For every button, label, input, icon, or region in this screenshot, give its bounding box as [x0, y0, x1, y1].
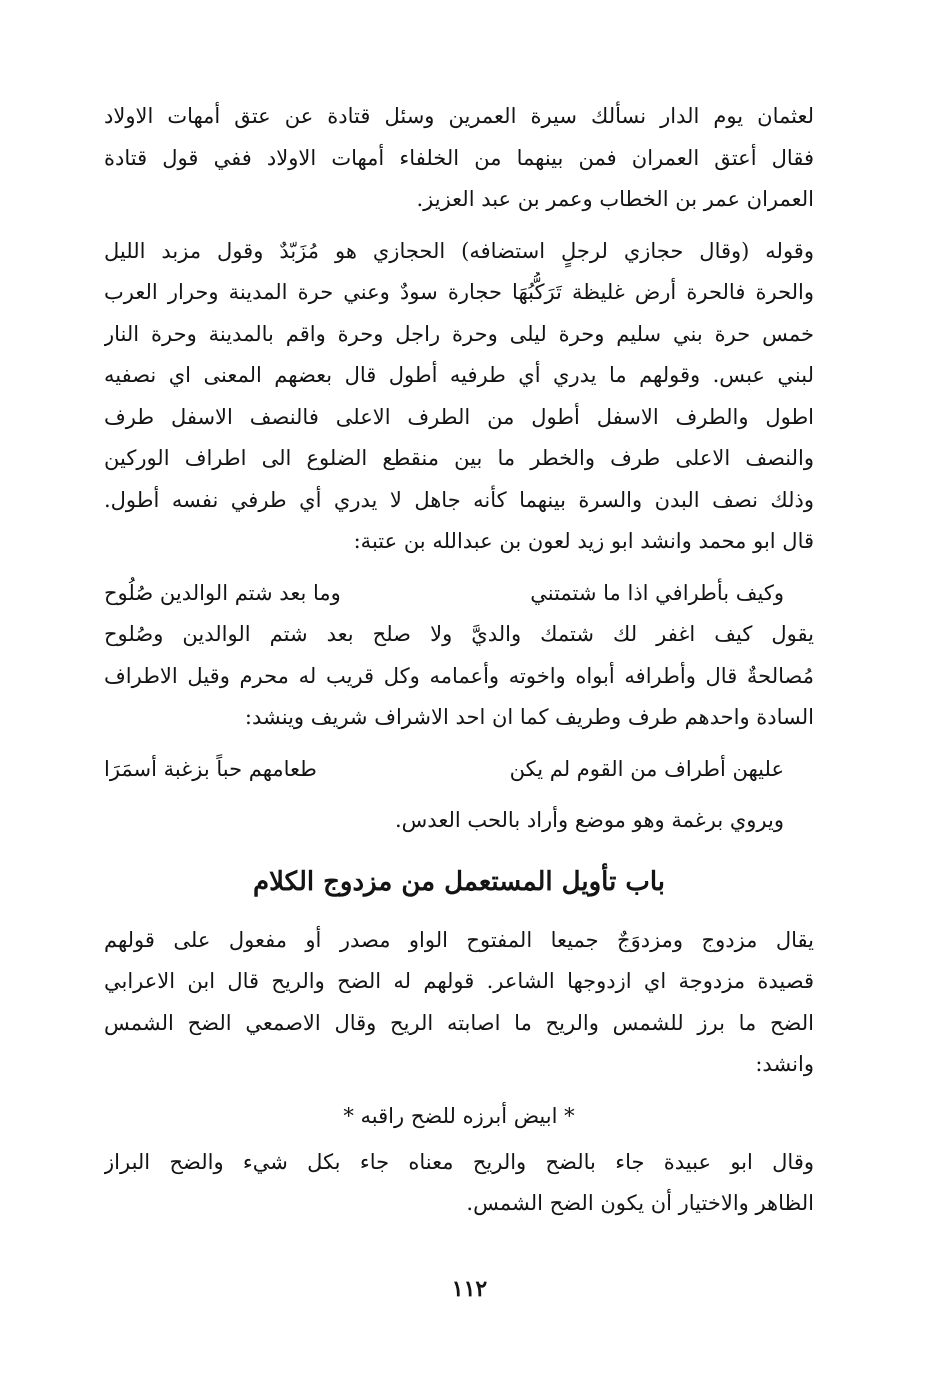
paragraph-3: [104, 614, 814, 739]
verse-2: [104, 749, 814, 791]
page-body: [104, 96, 814, 1225]
paragraph-5: [104, 920, 814, 1086]
text-line: والحرة فالحرة أرض غليظة تَرَكُّبُهَا حجارة سودٌ وعني حرة المدينة وحرار العرب: [104, 280, 814, 304]
text-line: فقال أعتق العمران فمن بينهما من الخلفاء أمهات الاولاد ففي قول قتادة: [104, 145, 814, 170]
text-line: يقول كيف اغفر لك شتمك والديَّ ولا صلح بعد شتم الوالدين وصُلوح: [104, 622, 814, 646]
centered-verse: * ابيض أبرزه للضح راقبه *: [343, 1103, 575, 1128]
paragraph-6: [104, 1142, 814, 1225]
text-line: وذلك نصف البدن والسرة بينهما كأنه جاهل لا يدري أي طرفي نفسه أطول.: [104, 487, 814, 512]
text-line: والنصف الاعلى طرف والخطر ما بين منقطع الضلوع الى اطراف الوركين: [104, 446, 814, 470]
paragraph-1: [104, 96, 814, 221]
verse-1: [104, 573, 814, 615]
text-line: وانشد:: [755, 1052, 814, 1076]
text-line: وقوله (وقال حجازي لرجلٍ استضافه) الحجازي هو مُزَبّدٌ وقول مزبد الليل: [104, 238, 814, 263]
text-line: الضح ما برز للشمس والريح ما اصابته الريح وقال الاصمعي الضح الشمس: [104, 1010, 814, 1035]
text-line: الظاهر والاختيار أن يكون الضح الشمس.: [466, 1191, 814, 1215]
text-line: مُصالحةٌ قال وأطرافه أبواه واخوته وأعمامه وكل قريب له محرم وقيل الاطراف: [104, 663, 814, 688]
text-line: السادة واحدهم طرف وطريف كما ان احد الاشراف شريف وينشد:: [244, 705, 814, 729]
page-number: ١١٢: [451, 1276, 488, 1302]
text-line: لبني عبس. وقولهم ما يدري أي طرفيه أطول قال بعضهم المعنى اي نصفيه: [104, 363, 814, 387]
verse-hemistich-first: وكيف بأطرافي اذا ما شتمتني: [530, 580, 784, 605]
text-line: قصيدة مزدوجة اي ازدوجها الشاعر. قولهم له الضح والريح قال ابن الاعرابي: [104, 969, 814, 993]
verse-hemistich-first: عليهن أطراف من القوم لم يكن: [509, 756, 784, 781]
paragraph-4: [104, 800, 814, 842]
paragraph-2: [104, 231, 814, 563]
text-line: يقال مزدوج ومزدوَجٌ جميعا المفتوح الواو مصدر أو مفعول على قولهم: [104, 927, 814, 952]
text-line: ويروي برغمة وهو موضع وأراد بالحب العدس.: [394, 808, 784, 832]
text-line: العمران عمر بن الخطاب وعمر بن عبد العزيز.: [416, 187, 814, 211]
text-line: لعثمان يوم الدار نسألك سيرة العمرين وسئل قتادة عن عتق أمهات الاولاد: [104, 104, 814, 128]
text-line: وقال ابو عبيدة جاء بالضح والريح معناه جاء بكل شيء والضح البراز: [104, 1149, 814, 1174]
section-heading: باب تأويل المستعمل من مزدوج الكلام: [252, 866, 666, 897]
verse-hemistich-second: وما بعد شتم الوالدين صُلُوح: [104, 580, 341, 605]
verse-hemistich-second: طعامهم حباً بزغبة أسمَرَا: [104, 756, 317, 781]
text-line: قال ابو محمد وانشد ابو زيد لعون بن عبدالله بن عتبة:: [353, 529, 814, 553]
text-line: اطول والطرف الاسفل أطول من الطرف الاعلى فالنصف الاسفل طرف: [104, 404, 814, 429]
text-line: خمس حرة بني سليم وحرة ليلى وحرة راجل وحرة واقم بالمدينة وحرة النار: [104, 321, 814, 346]
